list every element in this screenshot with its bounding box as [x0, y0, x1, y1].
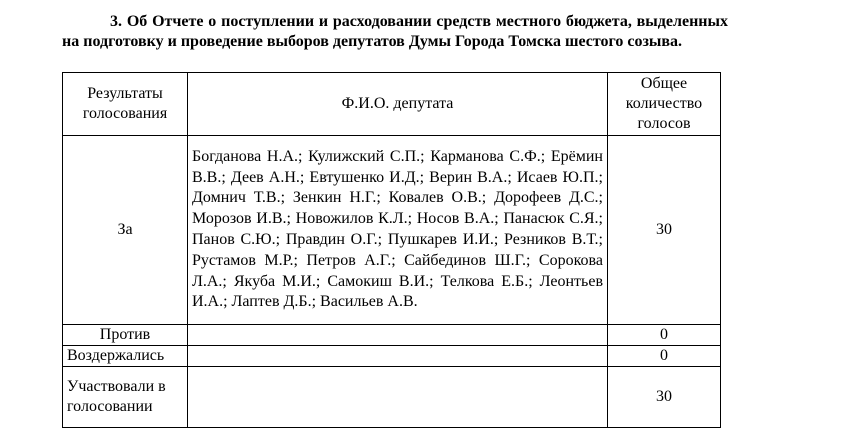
vote-results-table	[62, 72, 721, 428]
section-heading: 3. Об Отчете о поступлении и расходовании средств местного бюджета, выделенных на подготовку и проведение выборов депутатов Думы Города Томска шестого созыва.	[62, 13, 728, 50]
deputy-names-cell	[188, 346, 608, 367]
header-deputy-name: Ф.И.О. депутата	[188, 73, 608, 136]
vote-count-cell: 30	[608, 367, 721, 428]
deputy-names-cell	[188, 325, 608, 346]
vote-count-cell: 30	[608, 136, 721, 325]
header-total-votes: Общее количество голосов	[608, 73, 721, 136]
table-row-for	[63, 136, 721, 325]
table-row-abstained	[63, 346, 721, 367]
table-header-row	[63, 73, 721, 136]
table-row-participated	[63, 367, 721, 428]
header-voting-results: Результаты голосования	[63, 73, 188, 136]
table-row-against	[63, 325, 721, 346]
deputy-names-cell: Богданова Н.А.; Кулижский С.П.; Карманова С.Ф.; Ерёмин В.В.; Деев А.Н.; Евтушенко И.Д.; Верин В.А.; Исаев Ю.П.; Домнич Т.В.; Зенкин Н.Г.; Ковалев О.В.; Дорофеев Д.С.; Морозов И.В.; Новожилов К.Л.; Носов В.А.; Панасюк С.Я.; Панов С.Ю.; Правдин О.Г.; Пушкарев И.И.; Резников В.Т.; Рустамов М.Р.; Петров А.Г.; Сайбединов Ш.Г.; Сорокова Л.А.; Якуба М.И.; Самокиш В.И.; Телкова Е.Б.; Леонтьев И.А.; Лаптев Д.Б.; Васильев А.В.	[188, 136, 608, 325]
result-cell: За	[63, 136, 188, 325]
vote-count-cell: 0	[608, 346, 721, 367]
result-cell: Воздержались	[63, 346, 188, 367]
result-cell: Против	[63, 325, 188, 346]
deputy-names-cell	[188, 367, 608, 428]
vote-count-cell: 0	[608, 325, 721, 346]
result-cell: Участвовали в голосовании	[63, 367, 188, 428]
